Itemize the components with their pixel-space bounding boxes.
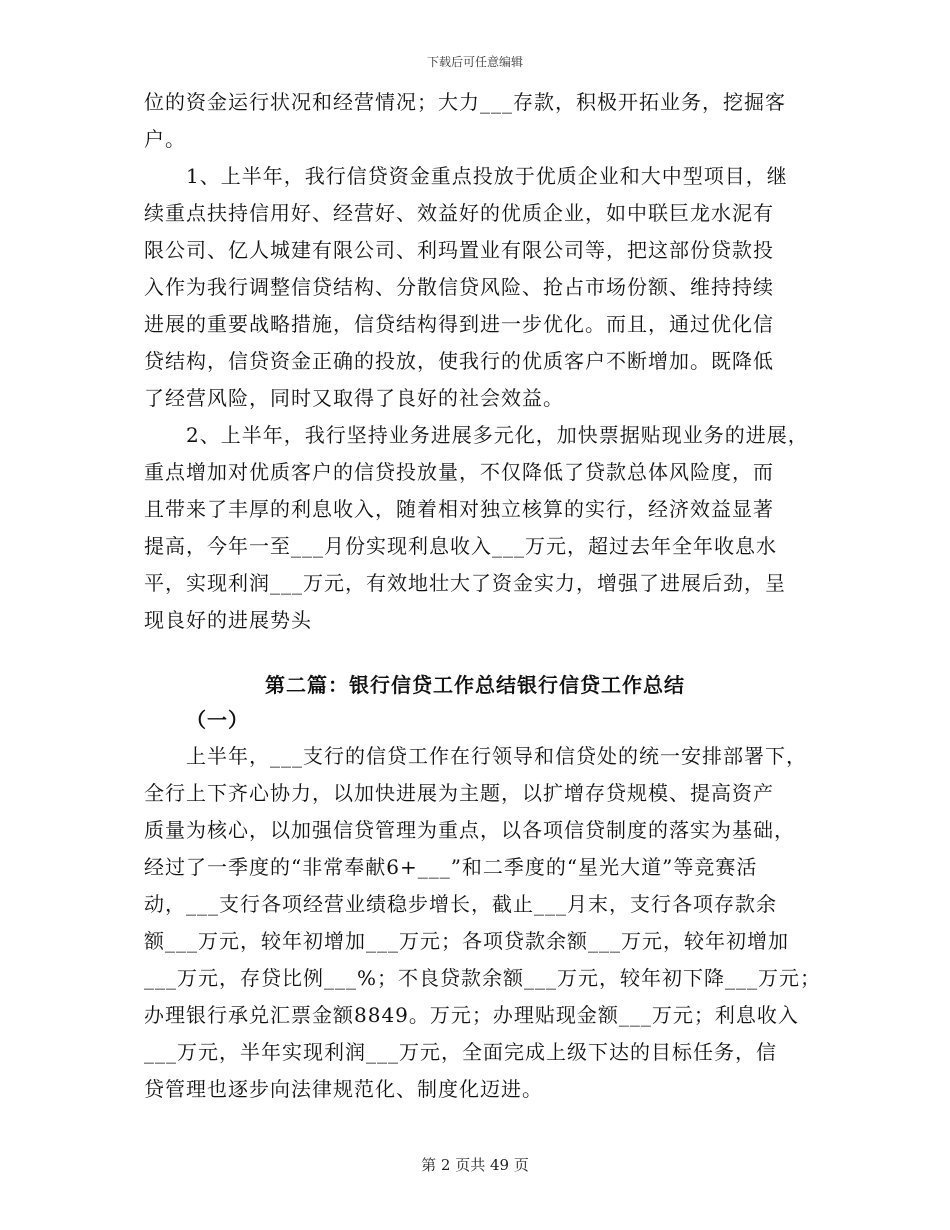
body-section-1 (144, 84, 819, 639)
text-line: 1、上半年，我行信贷资金重点投放于优质企业和大中型项目，继 (144, 164, 788, 188)
text-line: 且带来了丰厚的利息收入，随着相对独立核算的实行，经济效益显著 (144, 497, 774, 521)
text-line: ___万元，存贷比例___%；不良贷款余额___万元，较年初下降___万元； (144, 966, 822, 990)
text-line: 了经营风险，同时又取得了良好的社会效益。 (144, 386, 564, 410)
text-line: 额___万元，较年初增加___万元；各项贷款余额___万元，较年初增加 (144, 929, 789, 953)
text-line: 位的资金运行状况和经营情况；大力___存款，积极开拓业务，挖掘客 (144, 90, 786, 114)
text-line: 2、上半年，我行坚持业务进展多元化，加快票据贴现业务的进展， (144, 423, 809, 447)
text-line: 上半年，___支行的信贷工作在行领导和信贷处的统一安排部署下， (144, 744, 807, 768)
part-heading: （一） (186, 708, 249, 732)
text-line: 经过了一季度的“非常奉献6+___”和二季度的“星光大道”等竞赛活 (144, 855, 758, 879)
text-line: 限公司、亿人城建有限公司、利玛置业有限公司等，把这部份贷款投 (144, 238, 774, 262)
text-line: 进展的重要战略措施，信贷结构得到进一步优化。而且，通过优化信 (144, 312, 774, 336)
text-line: 续重点扶持信用好、经营好、效益好的优质企业，如中联巨龙水泥有 (144, 201, 774, 225)
text-line: 贷管理也逐步向法律规范化、制度化迈进。 (144, 1077, 543, 1101)
text-line: 动，___支行各项经营业绩稳步增长，截止___月末，支行各项存款余 (144, 892, 777, 916)
text-line: 户。 (144, 127, 186, 151)
text-line: ___万元，半年实现利润___万元，全面完成上级下达的目标任务，信 (144, 1040, 777, 1064)
text-line: 入作为我行调整信贷结构、分散信贷风险、抢占市场份额、维持持续 (144, 275, 774, 299)
page-number-footer: 第 2 页共 49 页 (421, 1156, 529, 1174)
text-line: 全行上下齐心协力，以加快进展为主题，以扩增存贷规模、提高资产 (144, 781, 774, 805)
text-line: 质量为核心，以加强信贷管理为重点，以各项信贷制度的落实为基础， (144, 818, 795, 842)
section-title: 第二篇：银行信贷工作总结银行信贷工作总结 (265, 673, 685, 697)
text-line: 重点增加对优质客户的信贷投放量，不仅降低了贷款总体风险度，而 (144, 460, 774, 484)
text-line: 平，实现利润___万元，有效地壮大了资金实力，增强了进展后劲，呈 (144, 571, 786, 595)
text-line: 办理银行承兑汇票金额8849。万元；办理贴现金额___万元；利息收入 (144, 1003, 799, 1027)
text-line: 贷结构，信贷资金正确的投放，使我行的优质客户不断增加。既降低 (144, 349, 774, 373)
text-line: 现良好的进展势头 (144, 608, 312, 632)
text-line: 提高，今年一至___月份实现利息收入___万元，超过去年全年收息水 (144, 534, 777, 558)
body-section-2 (144, 738, 822, 1108)
page-header: 下载后可任意编辑 (426, 55, 523, 69)
